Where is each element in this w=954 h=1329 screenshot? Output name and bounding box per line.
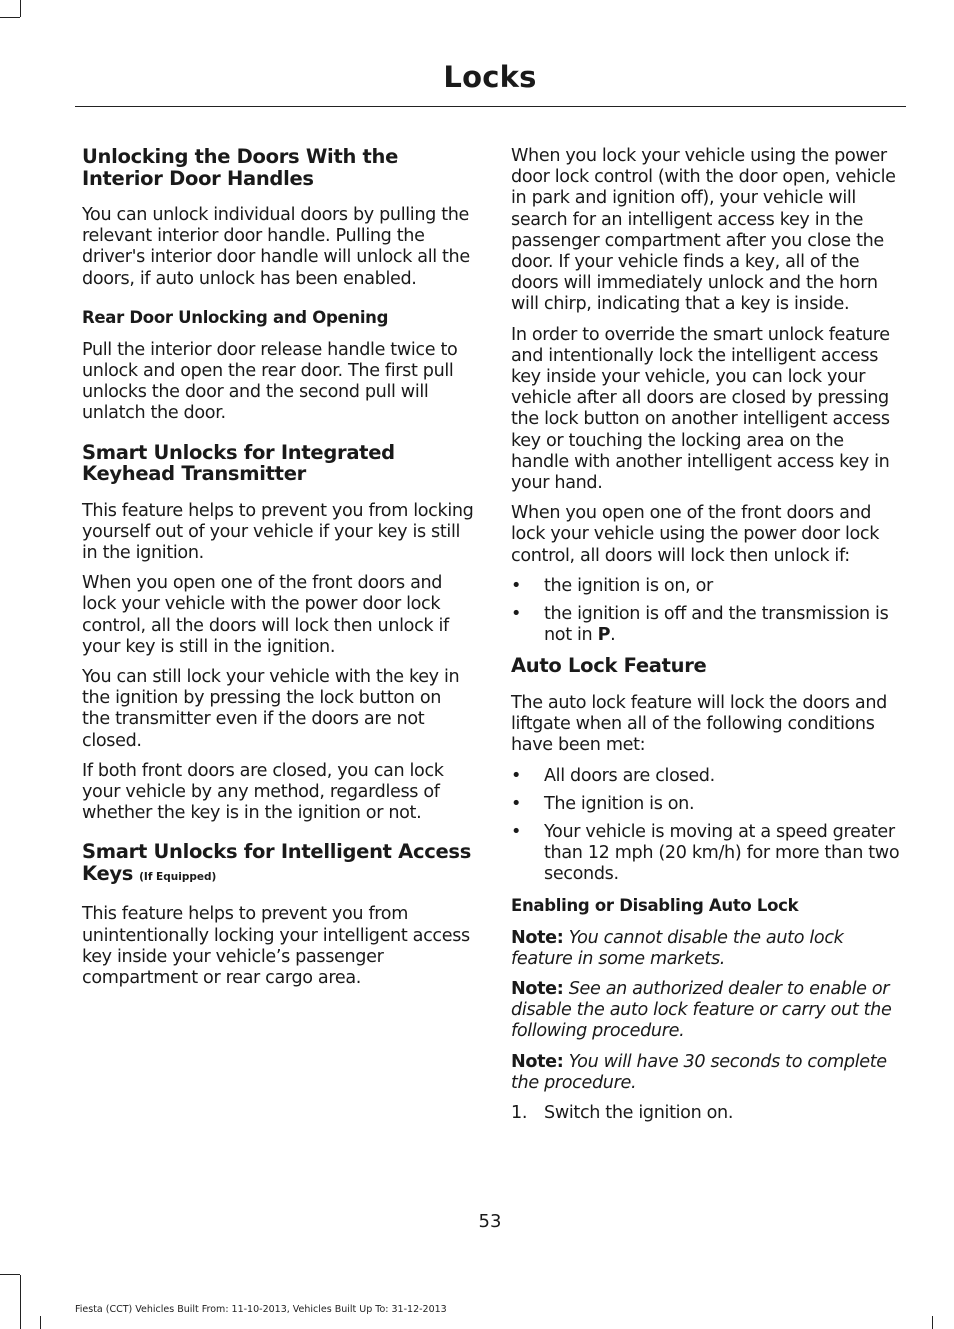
subheading-enabling-auto-lock: Enabling or Disabling Auto Lock (511, 895, 799, 915)
note-label: Note: (511, 927, 564, 948)
crop-mark-bottom-left-tick (40, 1316, 41, 1329)
list-item (511, 822, 905, 886)
paragraph: The auto lock feature will lock the doors and liftgate when all of the following conditions have been met: (511, 692, 887, 756)
if-equipped-tag: (If Equipped) (139, 870, 217, 883)
footer-text: Fiesta (CCT) Vehicles Built From: 11-10-2013, Vehicles Built Up To: 31-12-2013 (75, 1304, 447, 1315)
section-heading-interior-handles: Unlocking the Doors With the Interior Door Handles (82, 145, 399, 190)
list-item-text: the ignition is off and the transmission is not in (544, 604, 889, 646)
note (511, 979, 905, 1043)
list-item (511, 1103, 905, 1124)
paragraph: This feature helps to prevent you from locking yourself out of your vehicle if your key is still in the ignition. (82, 500, 474, 564)
list-item (511, 576, 905, 597)
paragraph: In order to override the smart unlock feature and intentionally lock the intelligent access key inside your vehicle, you can lock your vehicle after all doors are closed by pressing the lock button on another intelligent access key or touching the locking area on the handle with another intelligent access key in your hand. (511, 324, 890, 494)
list-item-text: All doors are closed. (544, 765, 715, 786)
paragraph: When you open one of the front doors and lock your vehicle using the power door lock control, all doors will lock then unlock if: (511, 503, 880, 566)
step-number: 1. (511, 1103, 528, 1124)
page-title: Locks (443, 60, 537, 94)
right-column (511, 146, 905, 1133)
park-gear-label: P (597, 625, 611, 646)
note (511, 1052, 905, 1094)
procedure-steps (511, 1103, 905, 1124)
crop-mark-bottom-right-tick (932, 1316, 933, 1329)
section-heading-keyhead-transmitter: Smart Unlocks for Integrated Keyhead Transmitter (82, 440, 395, 486)
paragraph: You can still lock your vehicle with the key in the ignition by pressing the lock button on the transmitter even if the doors are not closed. (82, 667, 460, 751)
bullet-mark: • (511, 604, 522, 625)
left-column (82, 146, 474, 998)
page-number: 53 (478, 1211, 502, 1232)
step-text: Switch the ignition on. (544, 1103, 734, 1124)
paragraph: When you open one of the front doors and lock your vehicle with the power door lock control, all the doors will lock then unlock if your key is still in the ignition. (82, 573, 449, 657)
note-text: You cannot disable the auto lock feature in some markets. (511, 927, 844, 969)
list-item-text: The ignition is on. (544, 793, 695, 814)
paragraph: You can unlock individual doors by pulling the relevant interior door handle. Pulling the driver's interior door handle will unlock all the doors, if auto unlock has been enabled. (82, 205, 470, 289)
section-heading-auto-lock: Auto Lock Feature (511, 654, 707, 678)
crop-mark-top-left-h (0, 17, 20, 18)
list-item (511, 604, 905, 646)
list-item-text: Your vehicle is moving at a speed greater than 12 mph (20 km/h) for more than two seconds. (544, 821, 900, 885)
crop-mark-bottom-left-h (0, 1274, 20, 1275)
subheading-rear-door: Rear Door Unlocking and Opening (82, 307, 389, 327)
bullet-mark: • (511, 575, 522, 596)
note-label: Note: (511, 1051, 564, 1072)
note-label: Note: (511, 979, 564, 999)
note-text: You will have 30 seconds to complete the procedure. (511, 1051, 887, 1093)
note (511, 928, 905, 970)
list-item-end: . (610, 625, 616, 646)
crop-mark-bottom-left-v (20, 1275, 21, 1329)
bullet-list-auto-lock-conditions (511, 766, 905, 886)
list-item-text: the ignition is on, or (544, 575, 713, 596)
bullet-mark: • (511, 821, 522, 842)
paragraph: This feature helps to prevent you from unintentionally locking your intelligent access key inside your vehicle’s passenger compartment or rear cargo area. (82, 904, 470, 989)
note-text: See an authorized dealer to enable or disable the auto lock feature or carry out the following procedure. (511, 979, 892, 1042)
section-heading-intelligent-access (82, 841, 474, 888)
heading-text: Smart Unlocks for Intelligent Access Keys (82, 840, 472, 885)
bullet-list-lock-conditions (511, 576, 905, 647)
list-item (511, 794, 905, 815)
header-divider (75, 106, 906, 107)
list-item (511, 766, 905, 787)
bullet-mark: • (511, 793, 522, 814)
crop-mark-top-left-v (20, 0, 21, 17)
paragraph: When you lock your vehicle using the power door lock control (with the door open, vehicle in park and ignition off), your vehicle will search for an intelligent access key in the passenger compartment after you close the door. If your vehicle finds a key, all of the doors will immediately unlock and the horn will chirp, indicating that a key is inside. (511, 146, 896, 315)
bullet-mark: • (511, 765, 522, 786)
paragraph: If both front doors are closed, you can lock your vehicle by any method, regardless of whether the key is in the ignition or not. (82, 760, 444, 824)
paragraph: Pull the interior door release handle twice to unlock and open the rear door. The first pull unlocks the door and the second pull will unlatch the door. (82, 339, 458, 424)
